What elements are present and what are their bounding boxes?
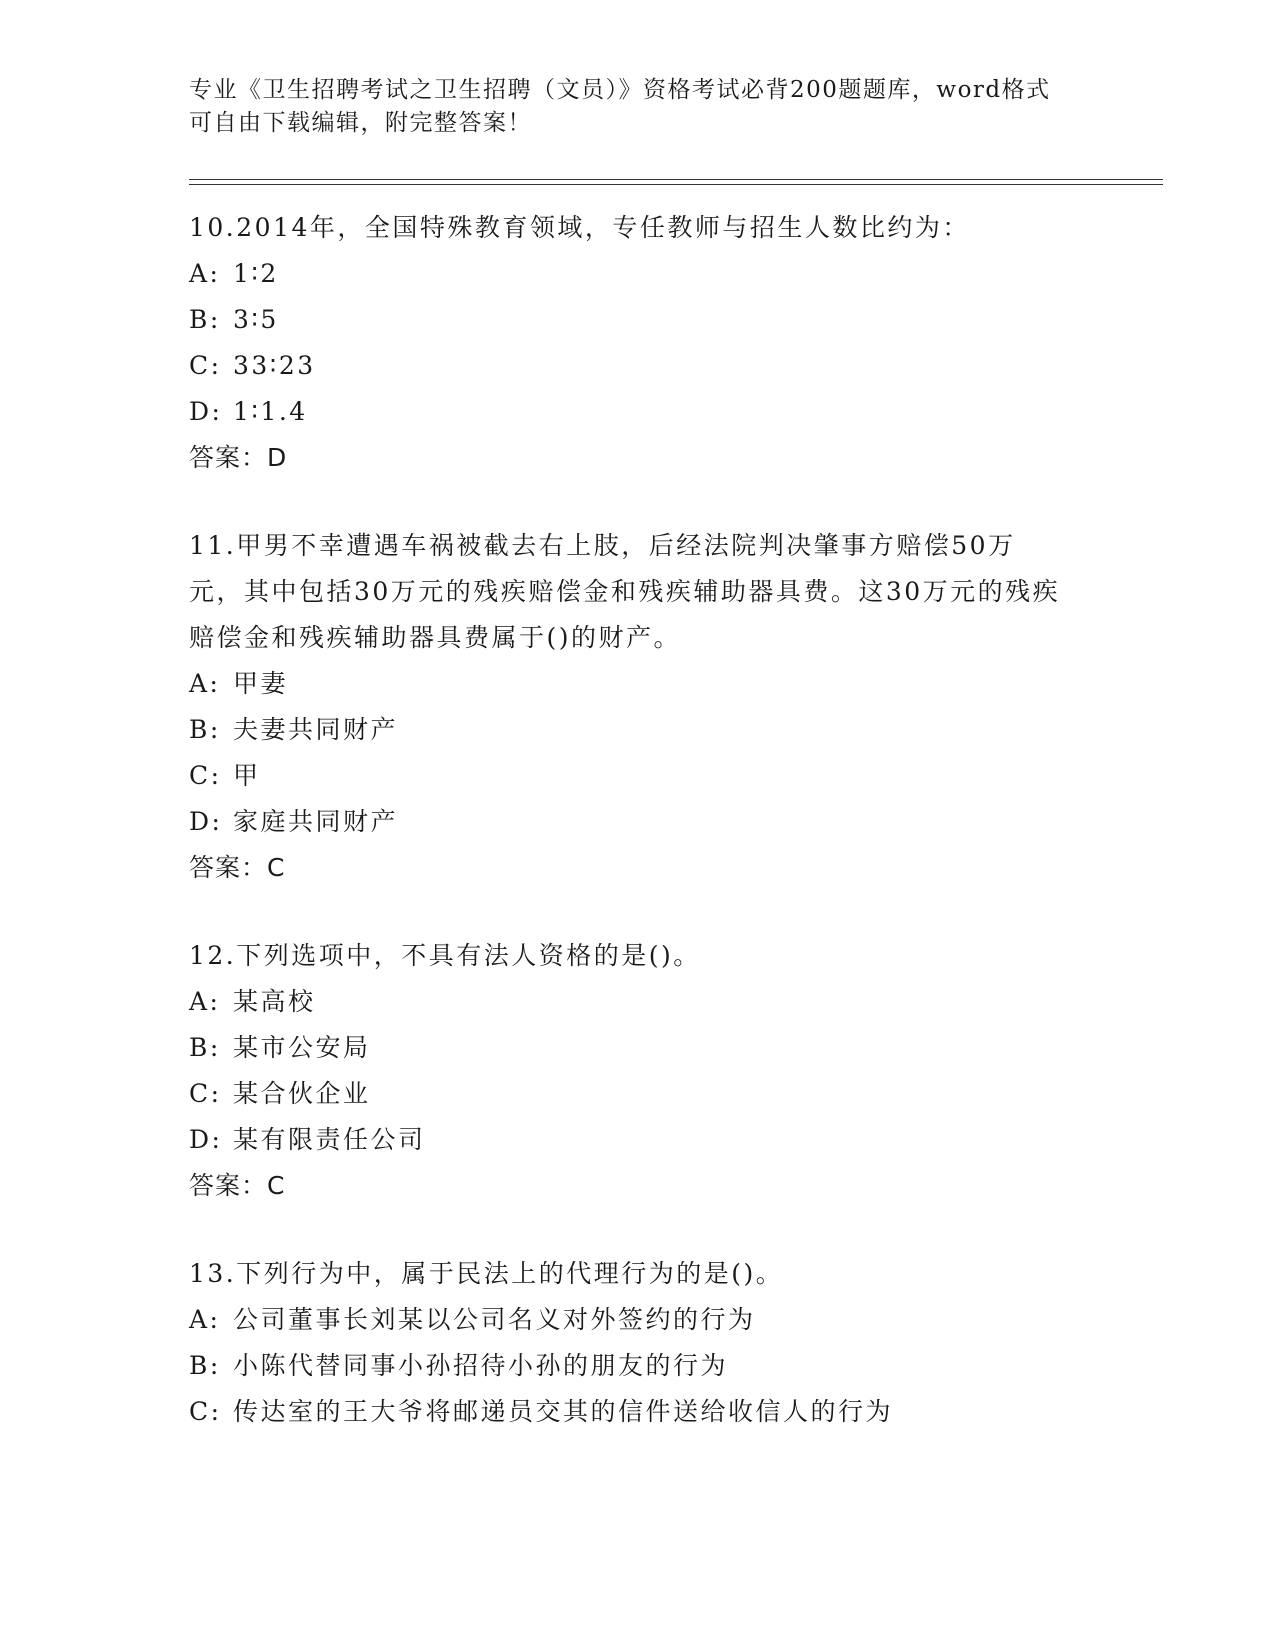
option-b <box>189 1025 1069 1071</box>
question-item <box>189 205 1069 481</box>
question-text: 11.甲男不幸遭遇车祸被截去右上肢，后经法院判决肇事方赔偿50万元，其中包括30万元的残疾赔偿金和残疾辅助器具费。这30万元的残疾赔偿金和残疾辅助器具费属于()的财产。 <box>189 531 1061 652</box>
option-key: B: <box>189 715 221 744</box>
option-a <box>189 1297 1069 1343</box>
header-line-2: 可自由下载编辑，附完整答案！ <box>189 110 532 136</box>
answer-line: 答案：C <box>189 1171 286 1200</box>
question-text: 12.下列选项中，不具有法人资格的是()。 <box>189 941 701 970</box>
option-c <box>189 753 1069 799</box>
option-c <box>189 343 1069 389</box>
header-line-1: 专业《卫生招聘考试之卫生招聘（文员）》资格考试必背200题题库，word格式 <box>189 77 1051 103</box>
option-text: 公司董事长刘某以公司名义对外签约的行为 <box>233 1305 756 1334</box>
option-text: 某市公安局 <box>233 1033 371 1062</box>
option-b <box>189 1343 1069 1389</box>
option-text: 3∶5 <box>233 305 279 334</box>
option-key: C: <box>189 1397 222 1426</box>
option-key: A: <box>189 669 221 698</box>
option-key: C: <box>189 761 222 790</box>
option-text: 甲妻 <box>233 669 289 698</box>
option-d <box>189 1117 1069 1163</box>
option-d <box>189 799 1069 845</box>
option-text: 33∶23 <box>233 351 316 380</box>
answer-line: 答案：D <box>189 443 288 472</box>
header-divider-top <box>189 179 1163 180</box>
option-key: C: <box>189 351 222 380</box>
question-item <box>189 523 1069 891</box>
option-text: 1∶1.4 <box>233 397 308 426</box>
option-key: B: <box>189 1351 221 1380</box>
option-key: A: <box>189 987 221 1016</box>
option-key: D: <box>189 397 223 426</box>
option-text: 夫妻共同财产 <box>233 715 399 744</box>
document-header <box>189 74 1069 140</box>
option-text: 某高校 <box>233 987 316 1016</box>
option-text: 1∶2 <box>233 259 279 288</box>
question-item <box>189 933 1069 1209</box>
option-text: 某有限责任公司 <box>233 1125 426 1154</box>
option-text: 甲 <box>233 761 261 790</box>
question-text: 13.下列行为中，属于民法上的代理行为的是()。 <box>189 1259 784 1288</box>
option-c <box>189 1071 1069 1117</box>
option-c <box>189 1389 1069 1435</box>
option-key: A: <box>189 259 221 288</box>
option-a <box>189 979 1069 1025</box>
question-list <box>189 205 1069 1477</box>
answer-line: 答案：C <box>189 853 286 882</box>
option-b <box>189 297 1069 343</box>
option-text: 小陈代替同事小孙招待小孙的朋友的行为 <box>233 1351 729 1380</box>
question-item <box>189 1251 1069 1435</box>
option-d <box>189 389 1069 435</box>
header-divider-bottom <box>189 184 1163 185</box>
option-key: C: <box>189 1079 222 1108</box>
option-key: B: <box>189 1033 221 1062</box>
option-key: A: <box>189 1305 221 1334</box>
option-key: B: <box>189 305 221 334</box>
option-text: 传达室的王大爷将邮递员交其的信件送给收信人的行为 <box>233 1397 894 1426</box>
option-key: D: <box>189 1125 223 1154</box>
option-key: D: <box>189 807 223 836</box>
option-text: 家庭共同财产 <box>233 807 399 836</box>
option-a <box>189 661 1069 707</box>
question-text: 10.2014年，全国特殊教育领域，专任教师与招生人数比约为： <box>189 213 970 242</box>
option-b <box>189 707 1069 753</box>
option-text: 某合伙企业 <box>233 1079 371 1108</box>
option-a <box>189 251 1069 297</box>
